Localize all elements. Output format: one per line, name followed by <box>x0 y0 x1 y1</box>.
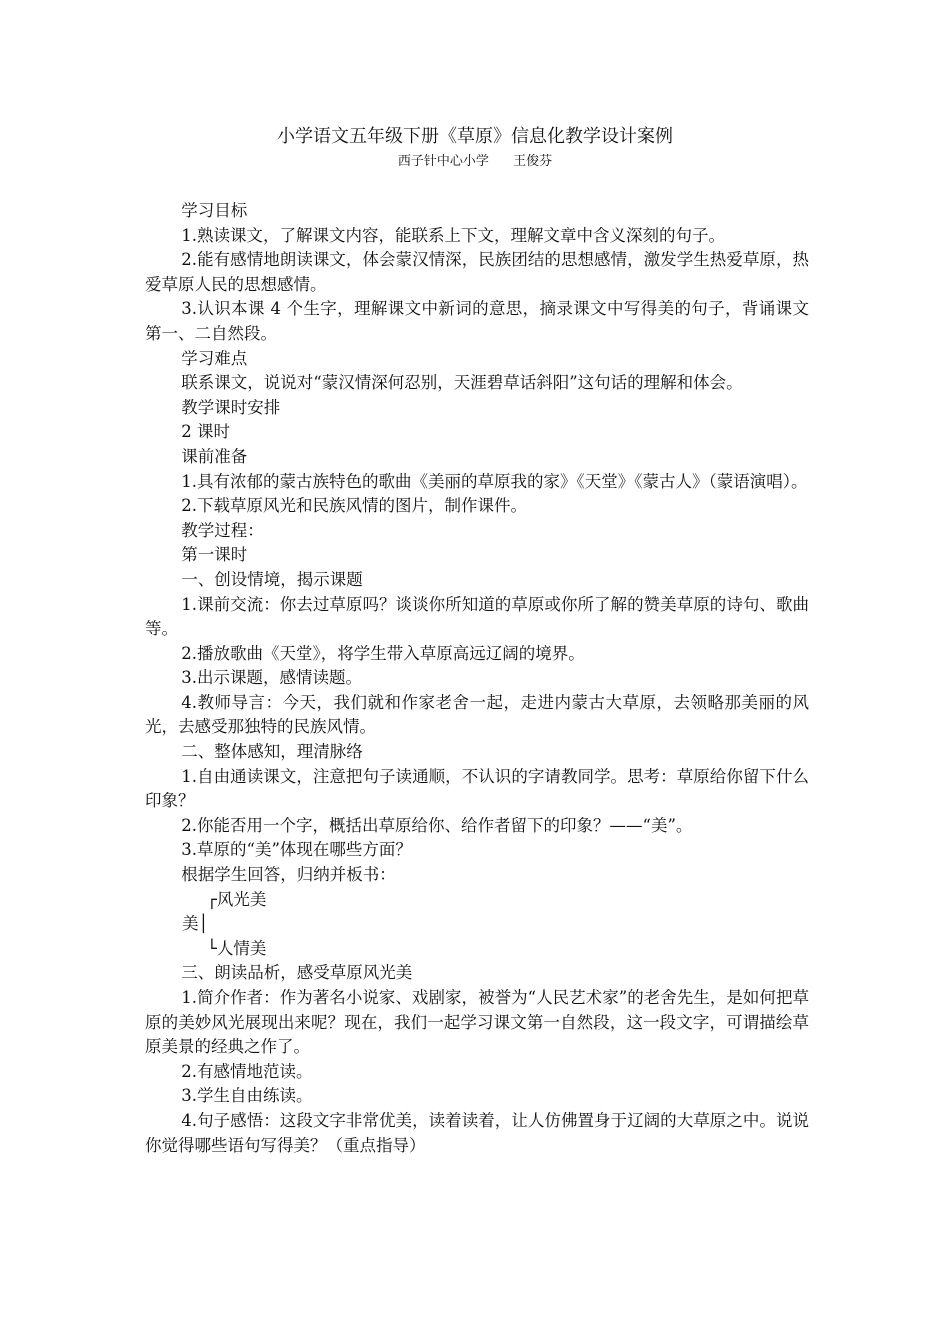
school-name: 西子针中心小学 <box>397 154 489 169</box>
paragraph: 2.你能否用一个字，概括出草原给你、给作者留下的印象？——“美”。 <box>181 815 693 835</box>
paragraph: 1.熟读课文，了解课文内容，能联系上下文，理解文章中含义深刻的句子。 <box>181 225 726 245</box>
paragraph: 1.课前交流：你去过草原吗？谈谈你所知道的草原或你所了解的赞美草原的诗句、歌曲等。 <box>145 594 809 639</box>
paragraph: 3.认识本课 4 个生字，理解课文中新词的意思，摘录课文中写得美的句子，背诵课文第一、二自然段。 <box>145 299 809 343</box>
board-line-middle: 美│ <box>182 914 209 934</box>
paragraph: 教学课时安排 <box>181 397 281 417</box>
paragraph: 3.出示课题，感情读题。 <box>181 668 363 688</box>
paragraph: 2.播放歌曲《天堂》，将学生带入草原高远辽阔的境界。 <box>181 643 585 663</box>
paragraph: 4.教师导言：今天，我们就和作家老舍一起，走进内蒙古大草原，去领略那美丽的风光，去感受那独特的民族风情。 <box>145 692 809 737</box>
board-line-bottom: └人情美 <box>207 938 267 958</box>
paragraph: 2 课时 <box>181 422 231 442</box>
paragraph: 课前准备 <box>181 446 248 466</box>
author-name: 王俊芬 <box>513 154 553 169</box>
document-body <box>145 199 809 1158</box>
board-line-top: ┌风光美 <box>207 889 267 909</box>
paragraph: 2.能有感情地朗读课文，体会蒙汉情深，民族团结的思想感情，激发学生热爱草原，热爱草原人民的思想感情。 <box>145 250 809 294</box>
paragraph: 3.学生自由练读。 <box>181 1086 313 1106</box>
paragraph: 第一课时 <box>181 545 248 565</box>
paragraph: 3.草原的“美”体现在哪些方面？ <box>181 840 412 860</box>
board-diagram <box>145 888 809 962</box>
paragraph: 学习难点 <box>181 348 248 368</box>
document-title: 小学语文五年级下册《草原》信息化教学设计案例 <box>277 126 673 147</box>
paragraph: 2.有感情地范读。 <box>181 1061 313 1081</box>
paragraph: 二、整体感知，理清脉络 <box>181 742 363 762</box>
paragraph: 4.句子感悟：这段文字非常优美，读着读着，让人仿佛置身于辽阔的大草原之中。说说你觉得哪些语句写得美？（重点指导） <box>145 1110 809 1155</box>
paragraph: 1.简介作者：作为著名小说家、戏剧家，被誉为“人民艺术家”的老舍先生，是如何把草原的美妙风光展现出来呢？现在，我们一起学习课文第一自然段，这一段文字，可谓描绘草原美景的经典之作了。 <box>145 988 809 1057</box>
paragraph: 根据学生回答，归纳并板书： <box>181 865 396 885</box>
paragraph: 教学过程： <box>181 520 264 540</box>
paragraph: 1.具有浓郁的蒙古族特色的歌曲《美丽的草原我的家》《天堂》《蒙古人》（蒙语演唱）。 <box>181 471 808 491</box>
paragraph: 一、创设情境，揭示课题 <box>181 569 363 589</box>
paragraph: 2.下载草原风光和民族风情的图片，制作课件。 <box>181 496 528 516</box>
paragraph: 三、朗读品析，感受草原风光美 <box>181 963 413 983</box>
paragraph: 联系课文，说说对“蒙汉情深何忍别，天涯碧草话斜阳”这句话的理解和体会。 <box>181 373 743 393</box>
byline <box>0 152 950 172</box>
paragraph: 1.自由通读课文，注意把句子读通顺，不认识的字请教同学。思考：草原给你留下什么印象？ <box>145 766 809 811</box>
paragraph: 学习目标 <box>181 201 248 220</box>
